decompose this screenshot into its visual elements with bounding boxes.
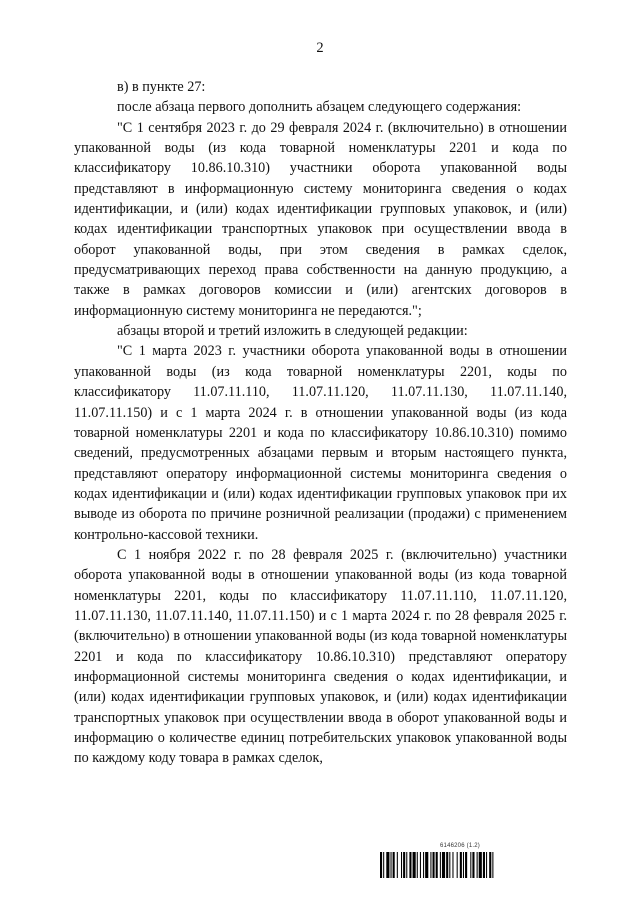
barcode-bar — [442, 852, 445, 878]
barcode-bar — [406, 852, 407, 878]
barcode-bar — [397, 852, 398, 878]
document-body — [74, 77, 567, 769]
barcode-bar — [457, 852, 458, 878]
barcode-bar — [483, 852, 485, 878]
barcode-bar — [460, 852, 462, 878]
barcode-bar — [391, 852, 392, 878]
barcode-bar — [479, 852, 482, 878]
paragraph-november-2022: С 1 ноября 2022 г. по 28 февраля 2025 г. (включительно) участники оборота упакованной воды в отношении упакованной воды (из кода товарной номенклатуры 2201, коды по классификатору 11.07.11.110, 11.07.11.120, 11.07.11.130, 11.07.11.140, 11.07.11.150) и с 1 марта 2024 г. по 28 февраля 2025 г. (включительно) в отношении упакованной воды (из кода товарной номенклатуры 2201 и кода по классификатору 10.86.10.310) представляют оператору информационной системы мониторинга сведения о кодах идентификации, и (или) кодах идентификации групповых упаковок, и (или) кодах идентификации транспортных упаковок при осуществлении ввода в оборот упакованной воды и информацию о количестве единиц потребительских упаковок упакованной воды по каждому коду товара в рамках сделок, — [74, 546, 567, 767]
barcode-bar — [433, 852, 435, 878]
barcode-bar — [423, 852, 424, 878]
barcode-bar — [413, 852, 416, 878]
page-number: 2 — [316, 40, 324, 56]
barcode-bar — [393, 852, 395, 878]
barcode-bar — [449, 852, 450, 878]
paragraph-instruction-replace: абзацы второй и третий изложить в следующей редакции: — [117, 323, 468, 340]
barcode-bar — [409, 852, 411, 878]
barcode-bar — [472, 852, 474, 878]
barcode-bar — [420, 852, 421, 878]
barcode — [380, 852, 568, 878]
barcode-bar — [452, 852, 453, 878]
barcode-bar — [380, 852, 382, 878]
barcode-bar — [383, 852, 384, 878]
barcode-bar — [417, 852, 418, 878]
barcode-bar — [465, 852, 467, 878]
paragraph-quoted-sept-2023: "С 1 сентября 2023 г. до 29 февраля 2024 г. (включительно) в отношении упакованной воды (из кода товарной номенклатуры 2201 и кода по классификатору 10.86.10.310) участники оборота упакованной воды представляют в информационную систему мониторинга сведения о кодах идентификации, и (или) кодах идентификации групповых упаковок, и (или) кодах идентификации транспортных упаковок при осуществлении ввода в оборот упакованной воды, при этом сведения в рамках сделок, предусматривающих переход права собственности на данную продукцию, а также в рамках договоров комиссии и (или) агентских договоров в информационную систему мониторинга не передаются."; — [74, 119, 567, 319]
paragraph-instruction-add: после абзаца первого дополнить абзацем следующего содержания: — [117, 99, 522, 116]
barcode-bar — [386, 852, 389, 878]
document-code: 6146206 (1.2) — [440, 843, 480, 849]
barcode-bar — [492, 852, 493, 878]
barcode-bar — [401, 852, 402, 878]
barcode-bar — [477, 852, 478, 878]
barcode-bar — [470, 852, 471, 878]
barcode-bar — [446, 852, 448, 878]
barcode-bar — [489, 852, 491, 878]
barcode-bar — [436, 852, 438, 878]
barcode-bar — [403, 852, 405, 878]
barcode-bar — [430, 852, 431, 878]
barcode-bar — [425, 852, 428, 878]
barcode-bar — [440, 852, 441, 878]
paragraph-item-v: в) в пункте 27: — [117, 79, 206, 95]
paragraph-quoted-march-2023: "С 1 марта 2023 г. участники оборота упакованной воды в отношении упакованной воды (из кода товарной номенклатуры 2201, коды по классификатору 11.07.11.110, 11.07.11.120, 11.07.11.130, 11.07.11.140, 11.07.11.150) и с 1 марта 2024 г. в отношении упакованной воды (из кода товарной номенклатуры 2201 и кода по классификатору 10.86.10.310) помимо сведений, предусмотренных абзацами первым и вторым настоящего пункта, представляют оператору информационной системы мониторинга сведения о кодах идентификации и (или) кодах идентификации групповых упаковок при их выводе из оборота по причине розничной реализации (продажи) с применением контрольно-кассовой техники. — [74, 343, 567, 543]
barcode-bar — [486, 852, 487, 878]
barcode-bar — [463, 852, 464, 878]
